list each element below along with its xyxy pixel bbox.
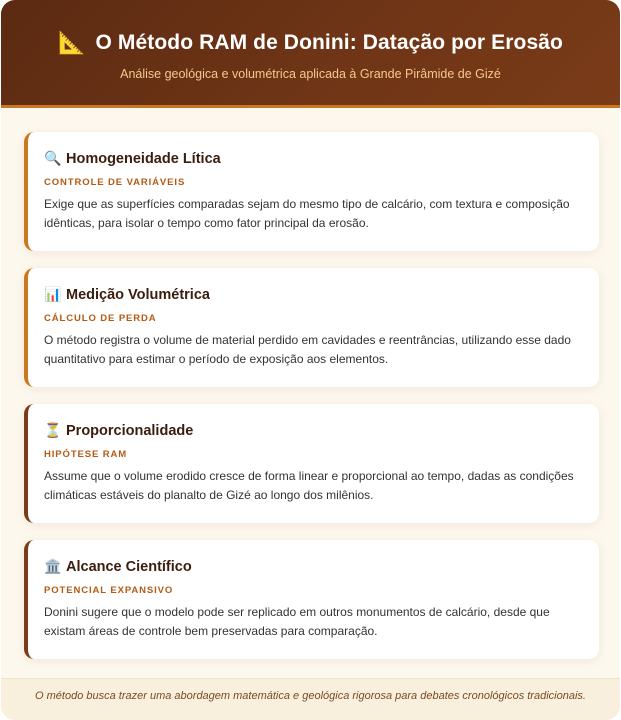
card-heading xyxy=(44,558,581,575)
card-kicker: CÁLCULO DE PERDA xyxy=(44,313,157,324)
card-body: Assume que o volume erodido cresce de forma linear e proporcional ao tempo, dadas as condições climáticas estáveis do planalto de Gizé ao longo dos milênios. xyxy=(44,469,574,502)
card-heading xyxy=(44,286,581,303)
cards-container xyxy=(1,108,620,659)
magnifier-icon: 🔍 xyxy=(44,150,62,166)
card-homogeneidade xyxy=(24,132,599,251)
card-kicker: CONTROLE DE VARIÁVEIS xyxy=(44,177,186,188)
card-kicker: POTENCIAL EXPANSIVO xyxy=(44,585,174,596)
infographic-frame xyxy=(1,0,620,720)
card-body: O método registra o volume de material perdido em cavidades e reentrâncias, utilizando esse dado quantitativo para estimar o período de exposição aos elementos. xyxy=(44,333,571,366)
card-title: Homogeneidade Lítica xyxy=(66,150,221,167)
classical-building-icon: 🏛️ xyxy=(44,558,62,574)
card-medicao xyxy=(24,268,599,387)
card-kicker: HIPÓTESE RAM xyxy=(44,449,128,460)
page-title xyxy=(1,30,620,56)
header xyxy=(1,0,620,108)
footer-note: O método busca trazer uma abordagem matemática e geológica rigorosa para debates cronológicos tradicionais. xyxy=(1,678,620,720)
card-proporcionalidade xyxy=(24,404,599,523)
card-title: Medição Volumétrica xyxy=(66,286,210,303)
card-heading xyxy=(44,150,581,167)
card-alcance xyxy=(24,540,599,659)
card-title: Proporcionalidade xyxy=(66,422,194,439)
page-title-text: O Método RAM de Donini: Datação por Erosão xyxy=(95,31,563,54)
card-heading xyxy=(44,422,581,439)
bar-chart-icon: 📊 xyxy=(44,286,62,302)
hourglass-icon: ⏳ xyxy=(44,422,62,438)
card-body: Exige que as superfícies comparadas sejam do mesmo tipo de calcário, com textura e composição idênticas, para isolar o tempo como fator principal da erosão. xyxy=(44,197,570,230)
card-title: Alcance Científico xyxy=(66,558,192,575)
triangular-ruler-icon: 📐 xyxy=(58,30,86,55)
card-body: Donini sugere que o modelo pode ser replicado em outros monumentos de calcário, desde que existam áreas de controle bem preservadas para comparação. xyxy=(44,605,550,638)
page-subtitle: Análise geológica e volumétrica aplicada à Grande Pirâmide de Gizé xyxy=(120,67,501,81)
